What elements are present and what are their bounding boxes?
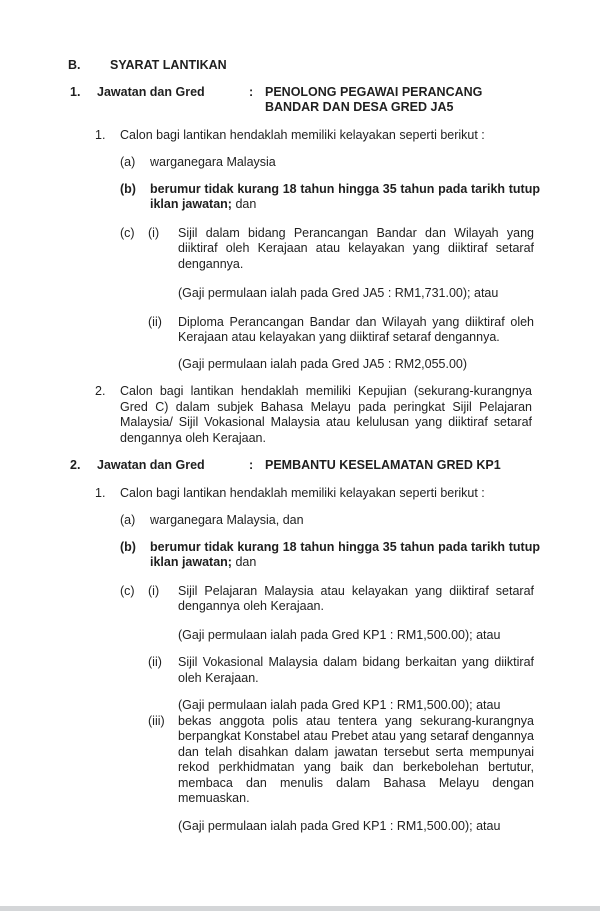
- job2-clause-iii-text: bekas anggota polis atau tentera yang sekurang-kurangnya berpangkat Konstabel atau Prebet atau yang setaraf dengannya dan telah disahkan dalam jawatan tersebut serta mempunyai rekod perkhidmatan yang baik dan berkebolehan bertutur, membaca dan menulis dalam Bahasa Melayu dengan memuaskan.: [178, 713, 534, 805]
- job2-clause-i-label: (i): [148, 583, 160, 598]
- job2-heading-label: Jawatan dan Gred: [97, 458, 205, 472]
- section-label: B.: [68, 58, 81, 72]
- job1-heading-label: Jawatan dan Gred: [97, 84, 205, 99]
- job1-clause-ii-label: (ii): [148, 314, 162, 329]
- job2-clause-c-label: (c): [120, 583, 135, 598]
- job1-req2-text: Calon bagi lantikan hendaklah memiliki Kepujian (sekurang-kurangnya Gred C) dalam subjek Bahasa Melayu pada peringkat Sijil Pelajaran Malaysia/ Sijil Vokasional Malaysia atau kelulusan yang diiktiraf setaraf dengannya oleh Kerajaan.: [120, 384, 532, 445]
- job2-clause-c-i: [120, 584, 600, 615]
- job1-item-a-label: (a): [120, 155, 136, 169]
- job2-item-b-bold-text: berumur tidak kurang 18 tahun hingga 35 tahun pada tarikh tutup iklan jawatan;: [150, 539, 540, 569]
- job2-requirement-intro: [95, 486, 600, 502]
- job2-clause-iii-label: (iii): [148, 713, 165, 728]
- job2-item-b-normal-text: dan: [231, 555, 257, 569]
- job1-clause-i-text: Sijil dalam bidang Perancangan Bandar dan Wilayah yang diiktiraf oleh Kerajaan atau kelayakan yang diiktiraf setaraf dengannya.: [178, 225, 534, 271]
- job2-item-b-text: [150, 540, 540, 571]
- job1-req2-number: 2.: [95, 384, 106, 398]
- job1-item-b-label: (b): [120, 181, 136, 196]
- job1-clause-ii-text: Diploma Perancangan Bandar dan Wilayah yang diiktiraf oleh Kerajaan atau kelayakan yang diiktiraf setaraf dengannya.: [178, 314, 534, 344]
- section-title: SYARAT LANTIKAN: [110, 58, 227, 72]
- job2-req1-text: Calon bagi lantikan hendaklah memiliki kelayakan seperti berikut :: [120, 485, 485, 500]
- job2-clause-c-iii: [148, 714, 600, 807]
- section-heading: [68, 58, 600, 74]
- job1-item-a: [120, 155, 600, 171]
- job2-clause-ii-text: Sijil Vokasional Malaysia dalam bidang berkaitan yang diiktiraf oleh Kerajaan.: [178, 655, 534, 685]
- job2-number: 2.: [70, 458, 81, 472]
- job1-item-b-bold-text: berumur tidak kurang 18 tahun hingga 35 tahun pada tarikh tutup iklan jawatan;: [150, 181, 540, 211]
- job2-salary-note-iii: (Gaji permulaan ialah pada Gred KP1 : RM1,500.00); atau: [178, 818, 501, 833]
- job1-item-b-normal-text: dan: [231, 197, 257, 211]
- job2-salary-note-i: (Gaji permulaan ialah pada Gred KP1 : RM1,500.00); atau: [178, 627, 501, 642]
- job1-salary-note-ii: (Gaji permulaan ialah pada Gred JA5 : RM2,055.00): [178, 356, 468, 371]
- job2-item-a: [120, 513, 600, 529]
- job1-number: 1.: [70, 84, 81, 99]
- job1-colon: :: [249, 84, 254, 99]
- job1-requirement-intro: [95, 128, 600, 144]
- job1-title: PENOLONG PEGAWAI PERANCANG BANDAR DAN DESA GRED JA5: [265, 84, 483, 114]
- job2-clause-i-text: Sijil Pelajaran Malaysia atau kelayakan yang diiktiraf setaraf dengannya oleh Kerajaan.: [178, 583, 534, 613]
- job2-title: PEMBANTU KESELAMATAN GRED KP1: [265, 458, 501, 472]
- job1-item-b: [120, 182, 600, 213]
- job2-colon: :: [249, 458, 254, 472]
- job1-salary-note-i: (Gaji permulaan ialah pada Gred JA5 : RM1,731.00); atau: [178, 286, 499, 300]
- job2-clause-c-ii: [148, 655, 600, 686]
- job1-clause-c-ii: [148, 315, 600, 346]
- job2-item-b-label: (b): [120, 539, 136, 554]
- job1-item-b-text: [150, 182, 540, 213]
- job2-req1-number: 1.: [95, 485, 106, 500]
- job1-clause-c-i: [120, 226, 600, 273]
- job1-req1-number: 1.: [95, 127, 106, 142]
- job1-clause-c-label: (c): [120, 225, 135, 240]
- job1-heading: [70, 85, 600, 116]
- job2-heading: [70, 458, 600, 474]
- job2-salary-note-ii: (Gaji permulaan ialah pada Gred KP1 : RM1,500.00); atau: [178, 698, 501, 712]
- scan-bottom-edge: [0, 906, 600, 911]
- job1-item-a-text: warganegara Malaysia: [150, 155, 276, 169]
- job1-req1-text: Calon bagi lantikan hendaklah memiliki kelayakan seperti berikut :: [120, 127, 485, 142]
- job2-item-a-text: warganegara Malaysia, dan: [150, 513, 304, 527]
- job1-clause-i-label: (i): [148, 225, 160, 240]
- job1-requirement-2: [95, 384, 600, 446]
- job2-clause-ii-label: (ii): [148, 655, 162, 669]
- job2-item-b: [120, 540, 600, 571]
- job2-item-a-label: (a): [120, 513, 136, 527]
